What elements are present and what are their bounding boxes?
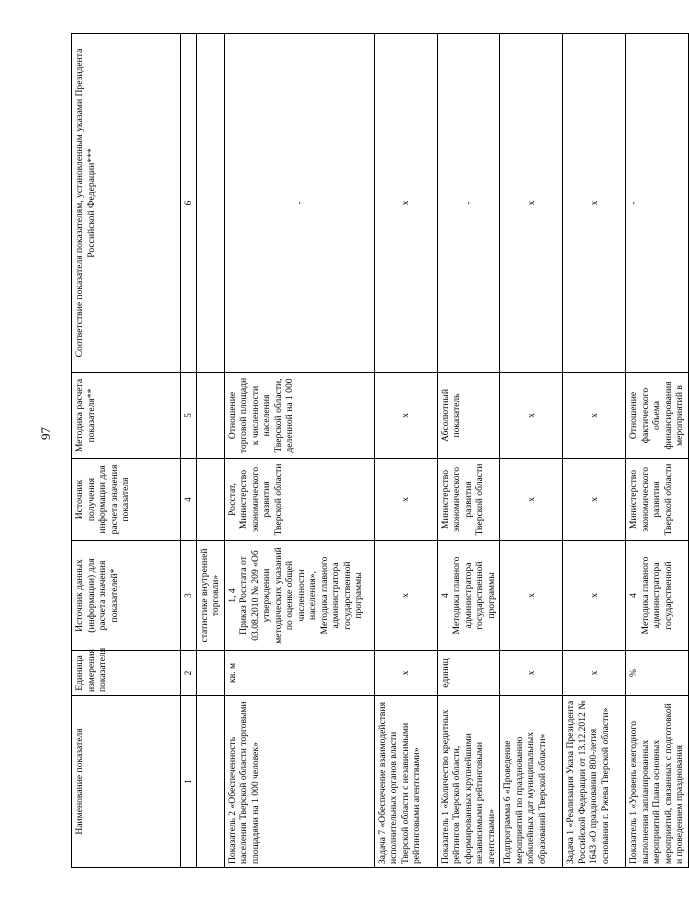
- unit-cell: единиц: [437, 651, 500, 696]
- source-receipt-cell: х: [374, 459, 437, 541]
- indicator-name: Задача 7 «Обеспечение взаимодействия исполнительных органов власти Тверской области с независимыми рейтинговыми агентствами»: [374, 696, 437, 868]
- indicator-name: Показатель 2 «Обеспеченность населения Тверской области торговыми площадями на 1 000 человек»: [224, 696, 374, 868]
- source-receipt-cell: Министерство экономического развития Тверской области: [437, 459, 500, 541]
- table-row: [374, 34, 437, 868]
- header-cell: Наименование показателя: [72, 696, 181, 868]
- page-number: 97: [38, 427, 53, 440]
- indicator-table: [71, 33, 689, 868]
- source-receipt-cell: Росстат, Министерство экономического развития Тверской области: [224, 459, 374, 541]
- table-row: [626, 34, 689, 868]
- compliance-cell: х: [563, 34, 626, 373]
- column-number-row: [181, 34, 197, 868]
- table-row: [437, 34, 500, 868]
- indicator-name: Задача 1 «Реализация Указа Президента Российской Федерации от 13.12.2012 № 1643 «О праздновании 800-летия основания г. Ржева Тверской области»: [563, 696, 626, 868]
- method-cell: х: [374, 373, 437, 459]
- rotated-table-container: [71, 34, 686, 868]
- column-number: 2: [181, 651, 197, 696]
- method-cell: [196, 373, 224, 459]
- indicator-name: Показатель 1 «Уровень ежегодного выполнения запланированных мероприятий Плана основных мероприятий, связанных с подготовкой и проведением празднования: [626, 696, 689, 868]
- unit-cell: х: [374, 651, 437, 696]
- header-row: [72, 34, 181, 868]
- compliance-cell: [196, 34, 224, 373]
- source-cell: х: [500, 541, 563, 651]
- method-cell: Отношение фактического объема финансирования мероприятий в: [626, 373, 689, 459]
- column-number: 4: [181, 459, 197, 541]
- column-number: 5: [181, 373, 197, 459]
- header-cell: Соответствие показателя показателям, установленным указами Президента Российской Федерации***: [72, 34, 181, 373]
- indicator-name: Показатель 1 «Количество кредитных рейтингов Тверской области, сформированных крупнейшими независимыми рейтинговыми агентствами»: [437, 696, 500, 868]
- unit-cell: %: [626, 651, 689, 696]
- source-cell: 1, 4 Приказ Росстата от 03.08.2010 № 209 «Об утверждении методических указаний по оценке общей численности населения», Методика главного администратора государственной программы: [224, 541, 374, 651]
- source-receipt-cell: х: [563, 459, 626, 541]
- compliance-cell: х: [374, 34, 437, 373]
- table-row: [500, 34, 563, 868]
- compliance-cell: -: [626, 34, 689, 373]
- column-number: 1: [181, 696, 197, 868]
- source-cell: х: [563, 541, 626, 651]
- method-cell: х: [563, 373, 626, 459]
- source-receipt-cell: Министерство экономического развития Тверской области: [626, 459, 689, 541]
- unit-cell: х: [563, 651, 626, 696]
- source-cell: статистике внутренней торговли»: [196, 541, 224, 651]
- method-cell: х: [500, 373, 563, 459]
- header-cell: Единица измерения показателя: [72, 651, 181, 696]
- header-cell: Методика расчета показателя**: [72, 373, 181, 459]
- compliance-cell: х: [500, 34, 563, 373]
- source-cell: 4 Методика главного администратора государственной: [626, 541, 689, 651]
- source-cell: х: [374, 541, 437, 651]
- method-cell: Отношение торговой площади к численности населения Тверской области, деленной на 1 000: [224, 373, 374, 459]
- compliance-cell: -: [224, 34, 374, 373]
- source-receipt-cell: [196, 459, 224, 541]
- unit-cell: х: [500, 651, 563, 696]
- source-cell: 4 Методика главного администратора государственной программы: [437, 541, 500, 651]
- method-cell: Абсолютный показатель: [437, 373, 500, 459]
- column-number: 3: [181, 541, 197, 651]
- unit-cell: кв. м: [224, 651, 374, 696]
- column-number: 6: [181, 34, 197, 373]
- indicator-name: [196, 696, 224, 868]
- source-receipt-cell: х: [500, 459, 563, 541]
- header-cell: Источник данных (информации) для расчета значения показателей*: [72, 541, 181, 651]
- table-row: [196, 34, 224, 868]
- compliance-cell: -: [437, 34, 500, 373]
- indicator-name: Подпрограмма 6 «Проведение мероприятий по празднованию юбилейных дат муниципальных образований Тверской области»: [500, 696, 563, 868]
- unit-cell: [196, 651, 224, 696]
- table-row: [224, 34, 374, 868]
- header-cell: Источник получения информации для расчета значения показателя: [72, 459, 181, 541]
- table-row: [563, 34, 626, 868]
